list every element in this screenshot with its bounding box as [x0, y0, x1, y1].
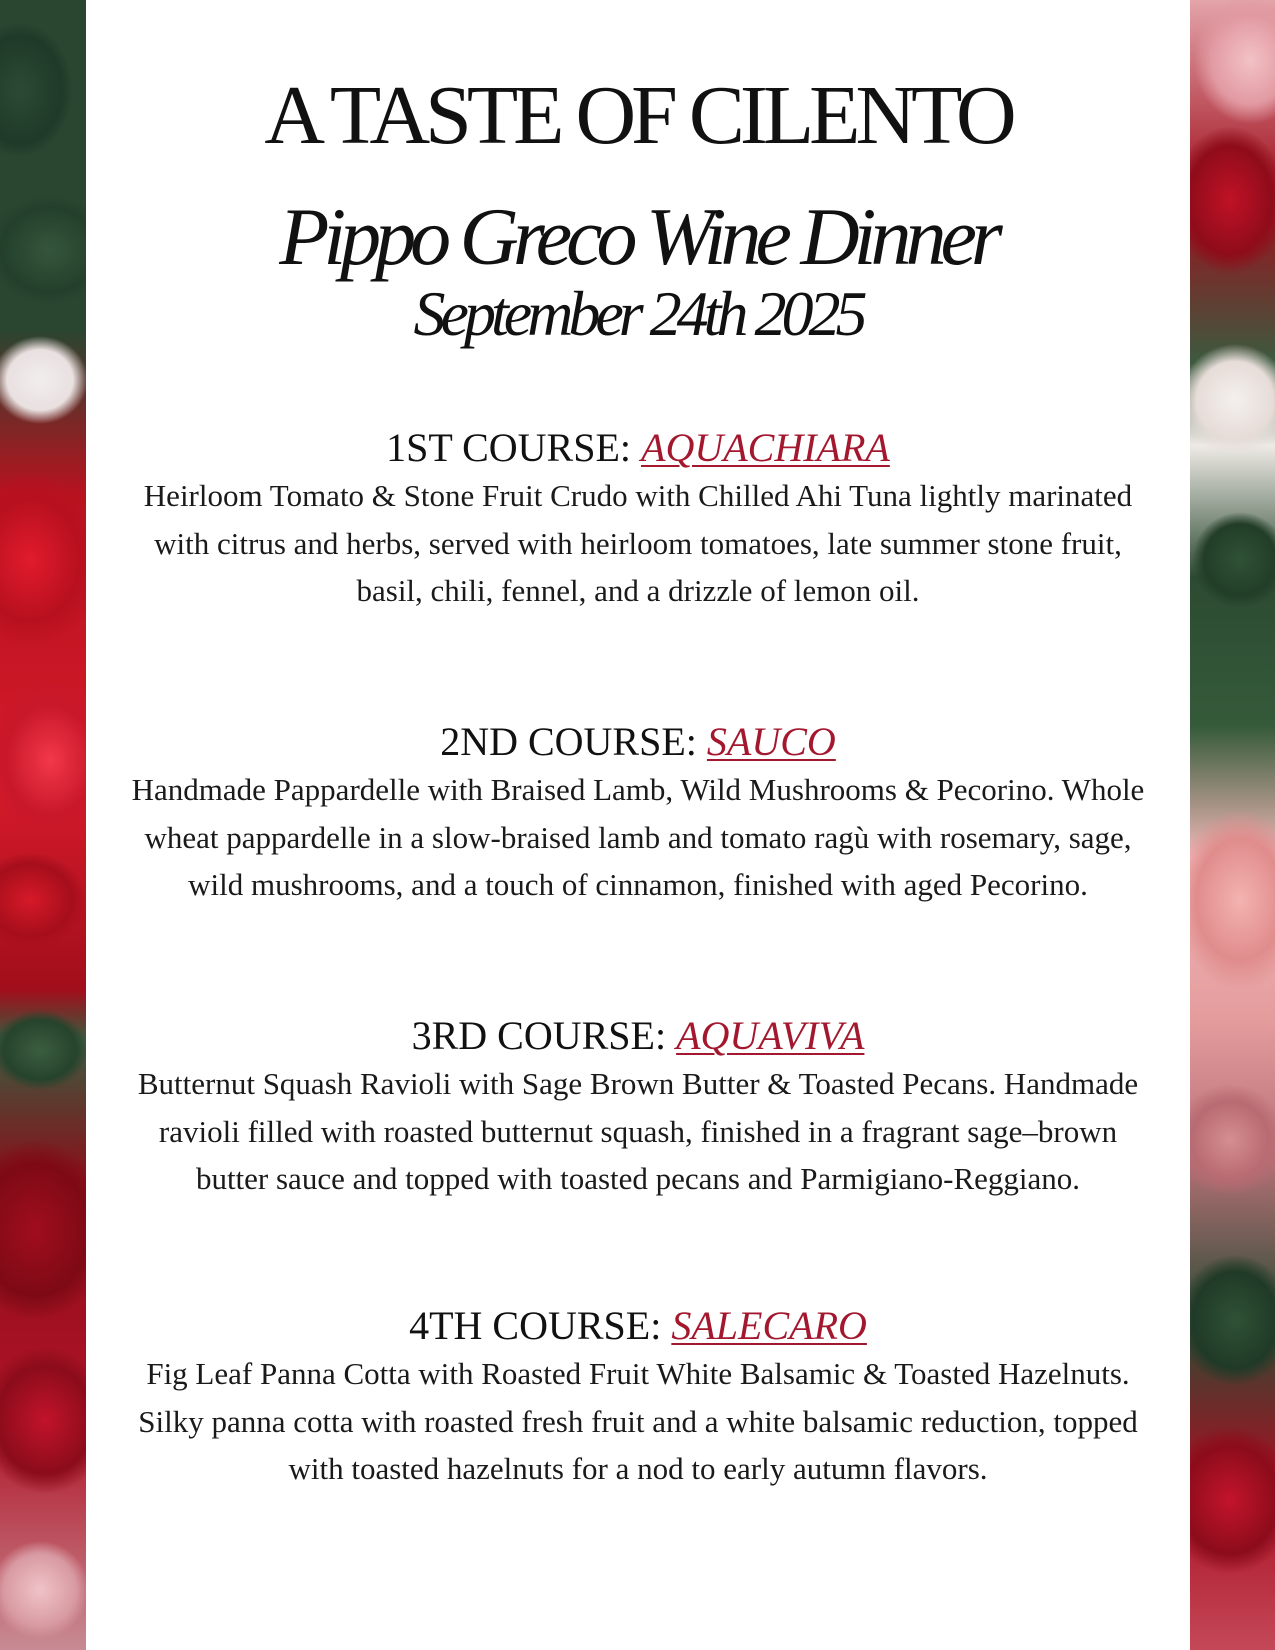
course-label: 2ND COURSE:	[440, 719, 697, 764]
course-heading	[126, 1012, 1150, 1060]
wine-link-sauco[interactable]: SAUCO	[706, 719, 836, 764]
course-label: 3RD COURSE:	[411, 1013, 667, 1058]
wine-link-salecaro[interactable]: SALECARO	[671, 1303, 867, 1348]
floral-border-left	[0, 0, 86, 1650]
course-section-4	[126, 1302, 1150, 1493]
wine-link-aquachiara[interactable]: AQUACHIARA	[641, 425, 890, 470]
course-heading	[126, 718, 1150, 766]
course-section-3	[126, 1012, 1150, 1203]
course-heading	[126, 1302, 1150, 1350]
course-description: Fig Leaf Panna Cotta with Roasted Fruit White Balsamic & Toasted Hazelnuts. Silky panna cotta with roasted fresh fruit and a white balsamic reduction, topped with toasted hazelnuts for a nod to early autumn flavors.	[138, 1356, 1138, 1486]
course-description: Butternut Squash Ravioli with Sage Brown Butter & Toasted Pecans. Handmade ravioli filled with roasted butternut squash, finished in a fragrant sage–brown butter sauce and topped with toasted pecans and Parmigiano-Reggiano.	[137, 1066, 1139, 1196]
course-section-1	[126, 424, 1150, 615]
event-subtitle: Pippo Greco Wine Dinner	[279, 191, 997, 282]
event-date: September 24th 2025	[413, 278, 863, 349]
course-heading	[126, 424, 1150, 472]
course-section-2	[126, 718, 1150, 909]
course-description: Handmade Pappardelle with Braised Lamb, Wild Mushrooms & Pecorino. Whole wheat pappardelle in a slow-braised lamb and tomato ragù with rosemary, sage, wild mushrooms, and a touch of cinnamon, finished with aged Pecorino.	[131, 772, 1145, 902]
course-label: 4TH COURSE:	[409, 1303, 662, 1348]
course-label: 1ST COURSE:	[386, 425, 632, 470]
menu-card	[86, 0, 1190, 1650]
menu-title: A TASTE OF CILENTO	[264, 69, 1012, 162]
wine-link-aquaviva[interactable]: AQUAVIVA	[676, 1013, 865, 1058]
course-description: Heirloom Tomato & Stone Fruit Crudo with Chilled Ahi Tuna lightly marinated with citrus and herbs, served with heirloom tomatoes, late summer stone fruit, basil, chili, fennel, and a drizzle of lemon oil.	[143, 478, 1133, 608]
floral-border-right	[1190, 0, 1275, 1650]
